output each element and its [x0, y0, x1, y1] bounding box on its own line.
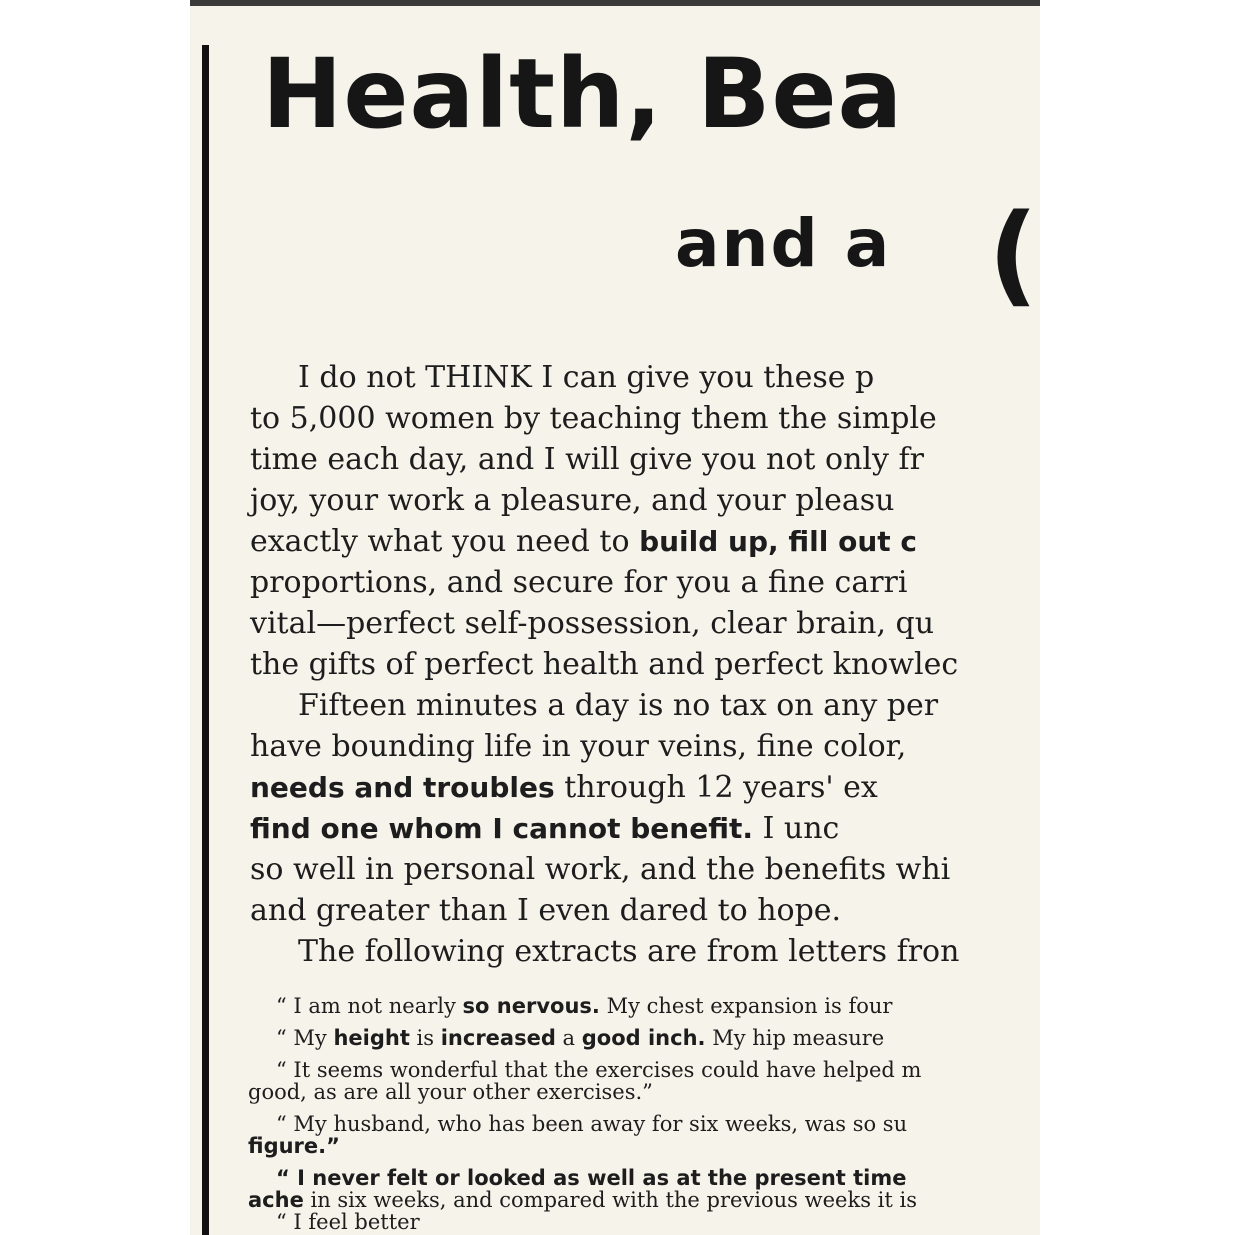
subheadline-cropped-letter: (	[988, 190, 1039, 318]
text-line: to 5,000 women by teaching them the simple	[250, 401, 937, 436]
quote-line: “ I never felt or looked as well as at the present time	[276, 1166, 907, 1190]
advertisement-page	[190, 0, 1040, 1235]
quote-line: good, as are all your other exercises.”	[248, 1080, 653, 1104]
text-line: have bounding life in your veins, fine color,	[250, 729, 907, 764]
text-line: proportions, and secure for you a fine carri	[250, 565, 908, 600]
text-line: I do not THINK I can give you these p	[298, 360, 875, 395]
headline: Health, Bea	[262, 38, 904, 150]
quote-line: “ It seems wonderful that the exercises could have helped m	[276, 1058, 922, 1082]
text-line: so well in personal work, and the benefits whi	[250, 852, 951, 887]
bold-phrase: needs and troubles	[250, 771, 555, 804]
text-line: and greater than I even dared to hope.	[250, 893, 842, 928]
text-line: joy, your work a pleasure, and your pleasu	[250, 483, 895, 518]
quote-line: “ I feel better	[276, 1210, 420, 1234]
text-line: The following extracts are from letters fron	[298, 934, 960, 969]
body-text	[250, 357, 959, 972]
text-line: needs and troubles through 12 years' ex	[250, 770, 878, 805]
bold-phrase: build up, fill out c	[639, 525, 917, 558]
text-line: time each day, and I will give you not only fr	[250, 442, 924, 477]
text-line: the gifts of perfect health and perfect knowlec	[250, 647, 959, 682]
top-border-rule	[190, 0, 1040, 6]
text-line: find one whom I cannot benefit. I unc	[250, 811, 840, 846]
text-line: exactly what you need to build up, fill out c	[250, 524, 917, 559]
testimonial-quotes	[248, 995, 921, 1233]
quote-line: ache in six weeks, and compared with the previous weeks it is	[248, 1188, 917, 1212]
quote-line: “ I am not nearly so nervous. My chest expansion is four	[276, 994, 893, 1018]
bold-phrase: find one whom I cannot benefit.	[250, 812, 753, 845]
quote-line: “ My husband, who has been away for six weeks, was so su	[276, 1112, 908, 1136]
left-border-rule	[202, 45, 209, 1235]
subheadline: and a	[675, 205, 892, 282]
quote-line: “ My height is increased a good inch. My hip measure	[276, 1026, 885, 1050]
text-line: vital—perfect self-possession, clear brain, qu	[250, 606, 935, 641]
text-line: Fifteen minutes a day is no tax on any per	[298, 688, 939, 723]
quote-line: figure.”	[248, 1134, 340, 1158]
